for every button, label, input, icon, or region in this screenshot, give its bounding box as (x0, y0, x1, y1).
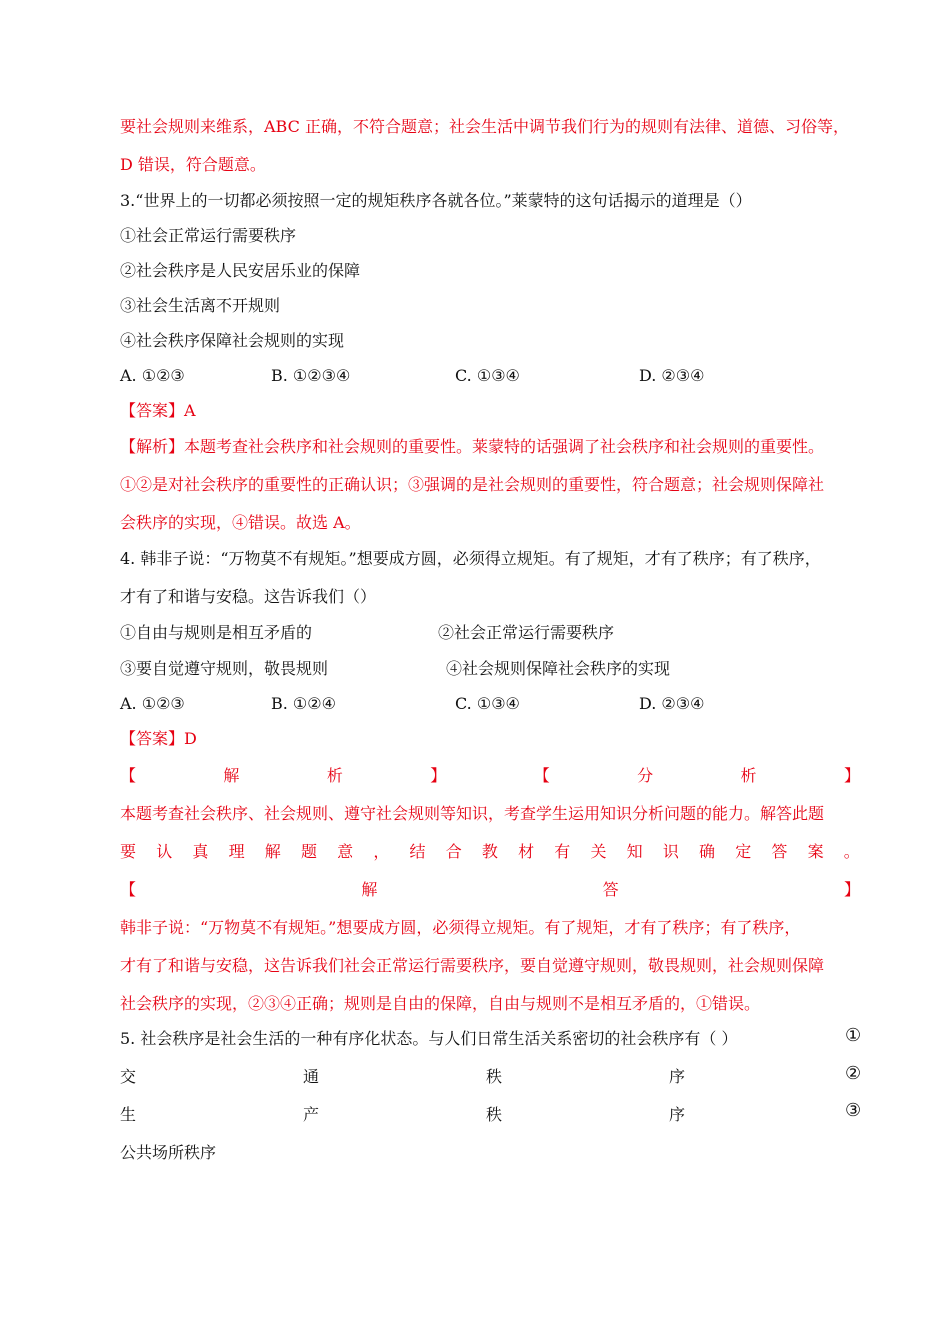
spread-char: 识 (662, 842, 679, 861)
q4-item-2: ②社会正常运行需要秩序 (438, 623, 615, 642)
spread-char: 知 (626, 842, 643, 861)
heading-char: 解 (223, 766, 240, 785)
spread-char: 材 (518, 842, 535, 861)
spread-char: 产 (302, 1105, 319, 1124)
q3-analysis-line-3: 会秩序的实现，④错误。故选 A。 (120, 513, 361, 532)
q5-item-3: 公共场所秩序 (120, 1143, 217, 1162)
heading-char: 】 (843, 880, 860, 899)
q4-item-3: ③要自觉遵守规则，敬畏规则 (120, 659, 329, 678)
q4-answer-line-1: 韩非子说：“万物莫不有规矩。”想要成方圆，必须得立规矩。有了规矩，才有了秩序；有了秩序， (120, 918, 801, 937)
heading-char: 】 (843, 766, 860, 785)
q3-stem: 3.“世界上的一切都必须按照一定的规矩秩序各就各位。”莱蒙特的这句话揭示的道理是（） (120, 191, 752, 210)
q3-option-d: D. ②③④ (639, 366, 705, 385)
spread-char: 有 (554, 842, 571, 861)
heading-char: 【 (533, 766, 550, 785)
q4-answer: 【答案】D (120, 729, 197, 748)
q4-stem-line-1: 4. 韩非子说：“万物莫不有规矩。”想要成方圆，必须得立规矩。有了规矩，才有了秩序；有了秩序， (120, 549, 821, 568)
q4-analysis-line-2 (120, 842, 860, 862)
spread-char: 教 (481, 842, 498, 861)
q3-answer: 【答案】A (120, 401, 196, 420)
spread-char: 。 (843, 842, 860, 861)
q4-option-c: C. ①③④ (455, 694, 520, 713)
q4-answer-heading (120, 880, 860, 900)
q4-analysis-heading (120, 766, 860, 786)
q4-answer-line-2: 才有了和谐与安稳，这告诉我们社会正常运行需要秩序，要自觉遵守规则，敬畏规则，社会规则保障 (120, 956, 825, 975)
spread-char: 意 (337, 842, 354, 861)
spread-char: 交 (120, 1067, 137, 1086)
heading-char: 【 (120, 766, 137, 785)
heading-char: 】 (430, 766, 447, 785)
q5-item-2 (120, 1105, 685, 1125)
q3-item-2: ②社会秩序是人民安居乐业的保障 (120, 261, 361, 280)
q4-answer-line-3: 社会秩序的实现，②③④正确；规则是自由的保障，自由与规则不是相互矛盾的，①错误。 (120, 994, 761, 1013)
spread-char: 定 (735, 842, 752, 861)
q3-option-a: A. ①②③ (120, 366, 185, 385)
q4-item-1: ①自由与规则是相互矛盾的 (120, 623, 313, 642)
q3-analysis-line-1: 【解析】本题考查社会秩序和社会规则的重要性。莱蒙特的话强调了社会秩序和社会规则的重要性。 (120, 437, 825, 456)
heading-char: 解 (361, 880, 378, 899)
q3-item-4: ④社会秩序保障社会规则的实现 (120, 331, 345, 350)
spread-char: 通 (302, 1067, 319, 1086)
heading-char: 【 (120, 880, 137, 899)
q3-analysis-line-2: ①②是对社会秩序的重要性的正确认识；③强调的是社会规则的重要性，符合题意；社会规则保障社 (120, 475, 825, 494)
q4-option-a: A. ①②③ (120, 694, 185, 713)
spread-char: 要 (120, 842, 137, 861)
q4-analysis-line-1: 本题考查社会秩序、社会规则、遵守社会规则等知识，考查学生运用知识分析问题的能力。解答此题 (120, 804, 825, 823)
q5-stem: 5. 社会秩序是社会生活的一种有序化状态。与人们日常生活关系密切的社会秩序有（ ） (120, 1029, 738, 1048)
heading-char: 析 (740, 766, 757, 785)
spread-char: 序 (668, 1105, 685, 1124)
spread-char: 答 (771, 842, 788, 861)
q5-num-2: ② (845, 1063, 862, 1084)
spread-char: 结 (409, 842, 426, 861)
q3-option-b: B. ①②③④ (271, 366, 351, 385)
q5-num-3: ③ (845, 1100, 862, 1121)
spread-char: 解 (264, 842, 281, 861)
spread-char: 确 (699, 842, 716, 861)
spread-char: 秩 (485, 1067, 502, 1086)
spread-char: 真 (192, 842, 209, 861)
heading-char: 答 (602, 880, 619, 899)
q3-item-3: ③社会生活离不开规则 (120, 296, 281, 315)
spread-char: 认 (156, 842, 173, 861)
q3-option-c: C. ①③④ (455, 366, 520, 385)
spread-char: 案 (807, 842, 824, 861)
q4-stem-line-2: 才有了和谐与安稳。这告诉我们（） (120, 587, 377, 606)
heading-char: 析 (326, 766, 343, 785)
q4-item-4: ④社会规则保障社会秩序的实现 (446, 659, 671, 678)
prev-explanation-line-2: D 错误，符合题意。 (120, 155, 266, 174)
q4-option-b: B. ①②④ (271, 694, 336, 713)
prev-explanation-line-1: 要社会规则来维系，ABC 正确，不符合题意；社会生活中调节我们行为的规则有法律、道德、习俗等， (120, 117, 849, 136)
q4-option-d: D. ②③④ (639, 694, 705, 713)
q5-item-1 (120, 1067, 685, 1087)
spread-char: 合 (445, 842, 462, 861)
spread-char: 生 (120, 1105, 137, 1124)
spread-char: ， (373, 842, 390, 861)
q3-item-1: ①社会正常运行需要秩序 (120, 226, 297, 245)
spread-char: 秩 (485, 1105, 502, 1124)
heading-char: 分 (637, 766, 654, 785)
spread-char: 理 (228, 842, 245, 861)
q5-num-1: ① (845, 1025, 862, 1046)
spread-char: 序 (668, 1067, 685, 1086)
spread-char: 关 (590, 842, 607, 861)
spread-char: 题 (300, 842, 317, 861)
